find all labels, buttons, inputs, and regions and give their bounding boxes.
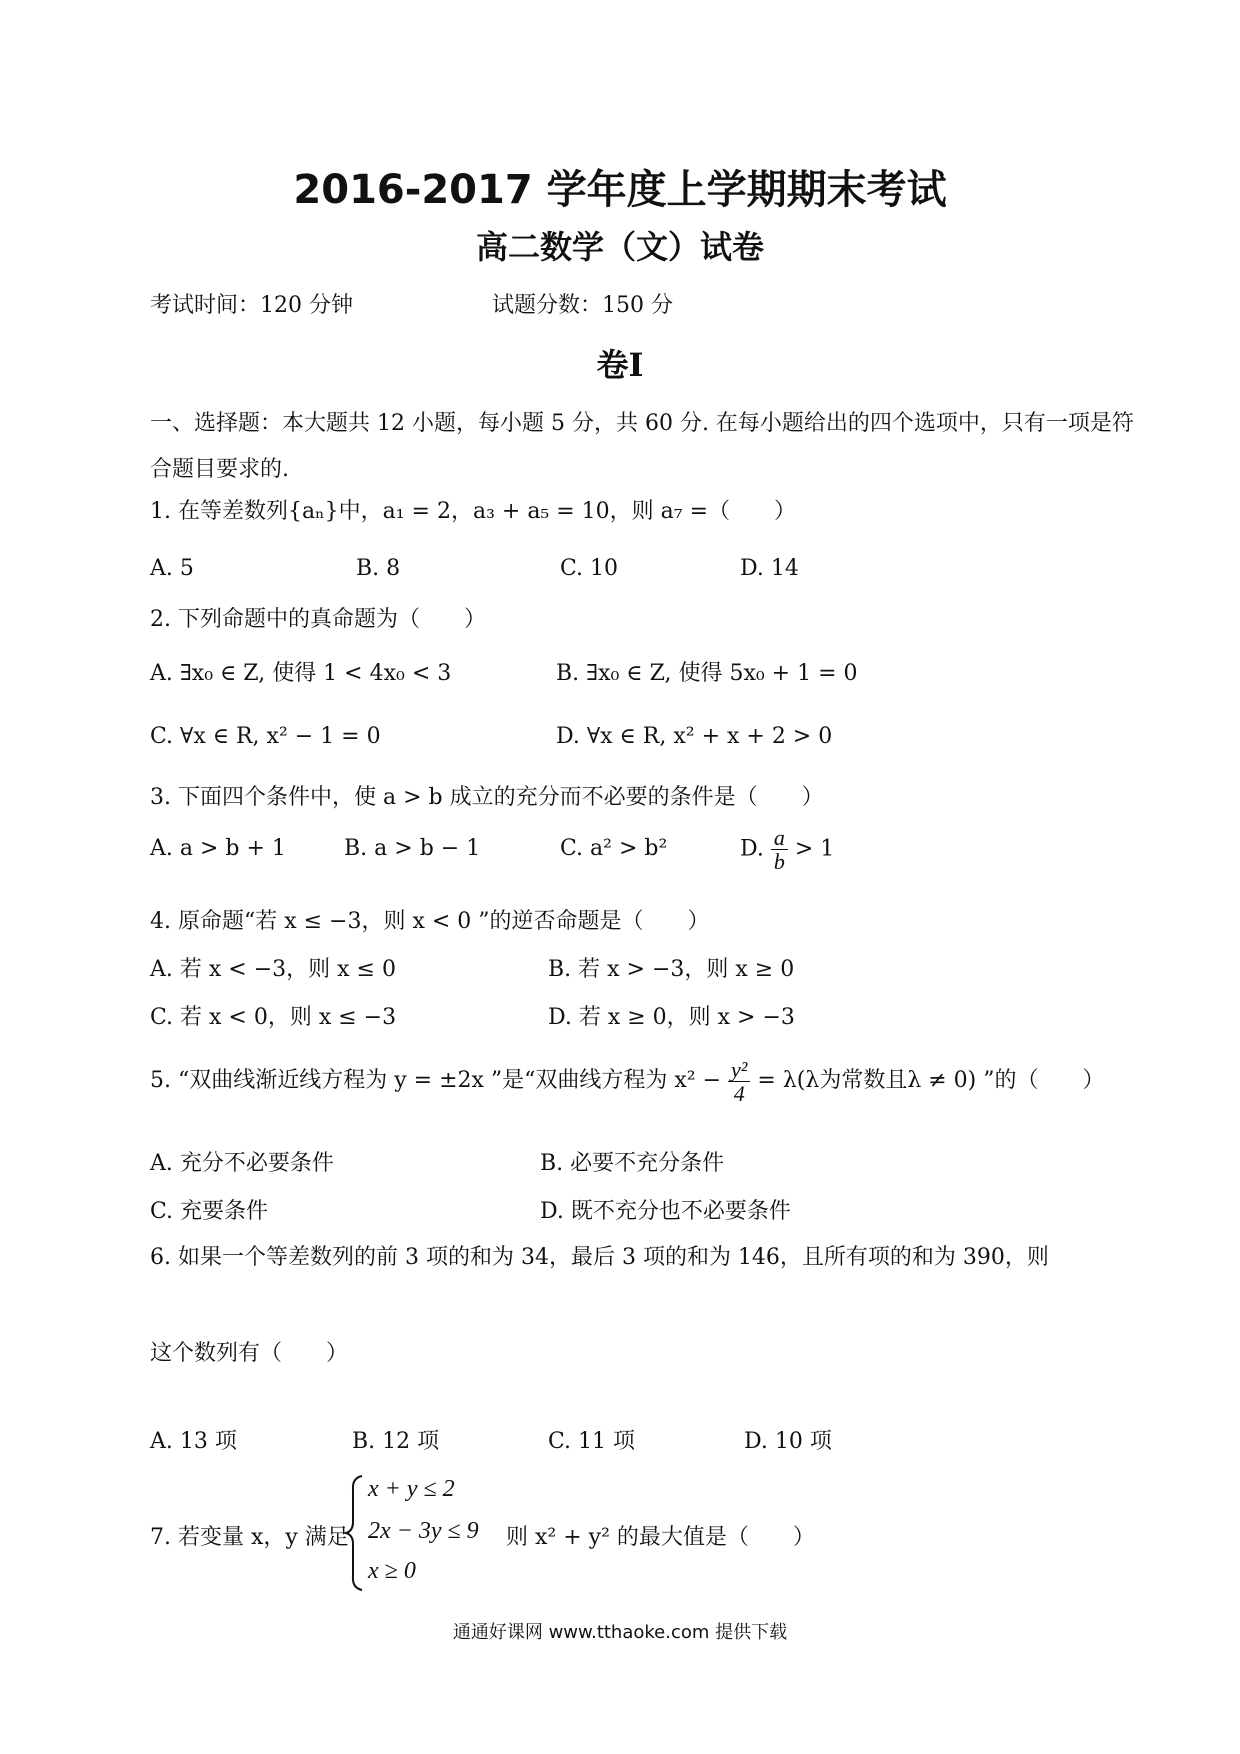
q2-stem: 2. 下列命题中的真命题为（ ） (150, 607, 486, 632)
q3-option-a: A. a > b + 1 (150, 836, 286, 861)
q2-option-d: D. ∀x ∈ R, x² + x + 2 > 0 (556, 724, 833, 749)
q3-option-d-denominator: b (773, 849, 785, 875)
exam-score: 试题分数：150 分 (492, 293, 673, 318)
q6-option-c: C. 11 项 (548, 1429, 636, 1454)
exam-subtitle: 高二数学（文）试卷 (475, 228, 764, 266)
q7-prefix: 7. 若变量 x，y 满足 (150, 1525, 349, 1550)
section-instruction-line2: 合题目要求的. (150, 457, 289, 482)
q3-option-c: C. a² > b² (560, 836, 668, 861)
q4-stem: 4. 原命题“若 x ≤ −3，则 x < 0 ”的逆否命题是（ ） (150, 909, 710, 934)
exam-title: 2016-2017 学年度上学期期末考试 (293, 167, 947, 213)
q2-option-b: B. ∃x₀ ∈ Z, 使得 5x₀ + 1 = 0 (556, 661, 858, 686)
q2-option-c: C. ∀x ∈ R, x² − 1 = 0 (150, 724, 381, 749)
q3-option-b: B. a > b − 1 (344, 836, 481, 861)
q1-option-b: B. 8 (356, 556, 401, 581)
q1-option-c: C. 10 (560, 556, 619, 581)
q5-option-a: A. 充分不必要条件 (150, 1151, 334, 1176)
page-footer: 通通好课网 www.tthaoke.com 提供下载 (452, 1622, 788, 1643)
q3-option-d-label: D. (740, 836, 764, 862)
q1-option-d: D. 14 (740, 556, 799, 581)
q5-stem (150, 1058, 1105, 1105)
q7-condition-3: x ≥ 0 (368, 1558, 416, 1584)
q3-option-d (740, 826, 834, 873)
q5-option-c: C. 充要条件 (150, 1199, 269, 1224)
q3-option-d-fraction (771, 826, 788, 873)
q3-stem: 3. 下面四个条件中，使 a > b 成立的充分而不必要的条件是（ ） (150, 785, 824, 810)
q6-option-d: D. 10 项 (744, 1429, 832, 1454)
q6-stem-line2: 这个数列有（ ） (150, 1341, 349, 1366)
q5-option-b: B. 必要不充分条件 (540, 1151, 725, 1176)
q4-option-b: B. 若 x > −3，则 x ≥ 0 (548, 957, 795, 982)
q7-condition-2: 2x − 3y ≤ 9 (368, 1518, 479, 1544)
q1-stem: 1. 在等差数列{aₙ}中，a₁ = 2，a₃ + a₅ = 10，则 a₇ =（ ） (150, 499, 797, 524)
q6-stem-line1: 6. 如果一个等差数列的前 3 项的和为 34，最后 3 项的和为 146，且所有项的和为 390，则 (150, 1245, 1049, 1270)
q5-fraction-numerator: y² (728, 1058, 750, 1082)
exam-time: 考试时间：120 分钟 (150, 293, 353, 318)
q4-option-a: A. 若 x < −3，则 x ≤ 0 (150, 957, 396, 982)
q6-option-a: A. 13 项 (150, 1429, 237, 1454)
q7-suffix: 则 x² + y² 的最大值是（ ） (506, 1525, 815, 1550)
q5-fraction (728, 1058, 750, 1105)
q5-fraction-denominator: 4 (733, 1081, 745, 1107)
q4-option-c: C. 若 x < 0，则 x ≤ −3 (150, 1005, 397, 1030)
q6-option-b: B. 12 项 (352, 1429, 440, 1454)
q5-option-d: D. 既不充分也不必要条件 (540, 1199, 791, 1224)
volume-heading: 卷Ⅰ (596, 346, 644, 384)
q3-option-d-numerator: a (771, 826, 788, 850)
q5-stem-part2: = λ(λ为常数且λ ≠ 0) ”的（ ） (757, 1068, 1105, 1094)
q2-option-a: A. ∃x₀ ∈ Z, 使得 1 < 4x₀ < 3 (150, 661, 452, 686)
q5-stem-part1: 5. “双曲线渐近线方程为 y = ±2x ”是“双曲线方程为 x² − (150, 1068, 722, 1094)
q7-left-brace (344, 1474, 366, 1592)
section-instruction-line1: 一、选择题：本大题共 12 小题，每小题 5 分，共 60 分. 在每小题给出的四个选项中，只有一项是符 (150, 411, 1134, 436)
q1-option-a: A. 5 (150, 556, 194, 581)
q3-option-d-tail: > 1 (794, 836, 835, 862)
q4-option-d: D. 若 x ≥ 0，则 x > −3 (548, 1005, 795, 1030)
q7-condition-1: x + y ≤ 2 (368, 1476, 455, 1502)
